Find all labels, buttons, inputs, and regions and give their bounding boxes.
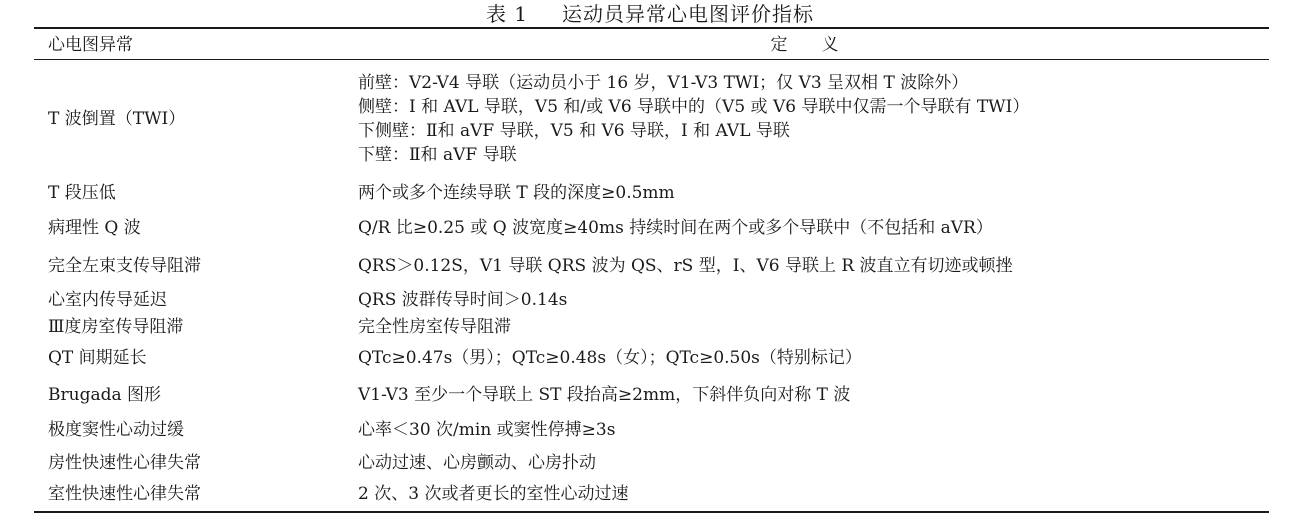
definition-line: 前壁：V2-V4 导联（运动员小于 16 岁，V1-V3 TWI；仅 V3 呈双相 T 波除外） <box>358 73 969 93</box>
caption-label: 表 1 <box>485 2 529 26</box>
row-name-st-depression: T 段压低 <box>48 183 116 203</box>
table-header-rule <box>34 59 1269 60</box>
definition-line: 下壁：Ⅱ和 aVF 导联 <box>358 145 517 165</box>
row-name-long-qt: QT 间期延长 <box>48 348 147 368</box>
row-definition-brugada: V1-V3 至少一个导联上 ST 段抬高≥2mm，下斜伴负向对称 T 波 <box>358 385 851 405</box>
table-caption <box>0 0 1300 28</box>
row-definition-bradycardia: 心率＜30 次/min 或窦性停搏≥3s <box>358 420 616 440</box>
row-name-twi: T 波倒置（TWI） <box>48 109 186 129</box>
row-name-av-block: Ⅲ度房室传导阻滞 <box>48 317 184 337</box>
row-definition-st-depression: 两个或多个连续导联 T 段的深度≥0.5mm <box>358 183 675 203</box>
row-name-ventricular-tachy: 室性快速性心律失常 <box>48 484 201 504</box>
column-header-definition: 定义 <box>770 35 873 55</box>
row-definition-twi <box>358 71 1029 167</box>
row-name-ivcd: 心室内传导延迟 <box>48 290 167 310</box>
row-definition-ventricular-tachy: 2 次、3 次或者更长的室性心动过速 <box>358 484 629 504</box>
row-definition-ivcd: QRS 波群传导时间＞0.14s <box>358 290 568 310</box>
row-definition-av-block: 完全性房室传导阻滞 <box>358 317 511 337</box>
row-name-pathologic-q: 病理性 Q 波 <box>48 218 141 238</box>
row-definition-long-qt: QTc≥0.47s（男）；QTc≥0.48s（女）；QTc≥0.50s（特别标记） <box>358 348 862 368</box>
definition-line: 侧壁：I 和 AVL 导联，V5 和/或 V6 导联中的（V5 或 V6 导联中仅需一个导联有 TWI） <box>358 97 1030 117</box>
table-bottom-rule <box>34 511 1269 513</box>
row-definition-pathologic-q: Q/R 比≥0.25 或 Q 波宽度≥40ms 持续时间在两个或多个导联中（不包括和 aVR） <box>358 218 993 238</box>
caption-title: 运动员异常心电图评价指标 <box>562 2 815 26</box>
row-definition-lbbb: QRS＞0.12S，V1 导联 QRS 波为 QS、rS 型，Ⅰ、V6 导联上 R 波直立有切迹或顿挫 <box>358 256 1013 276</box>
column-header-name: 心电图异常 <box>48 35 133 55</box>
table-top-rule <box>34 27 1269 29</box>
row-definition-atrial-tachy: 心动过速、心房颤动、心房扑动 <box>358 453 596 473</box>
row-name-brugada: Brugada 图形 <box>48 385 162 405</box>
definition-line: 下侧壁：Ⅱ和 aVF 导联，V5 和 V6 导联，I 和 AVL 导联 <box>358 121 790 141</box>
row-name-lbbb: 完全左束支传导阻滞 <box>48 256 201 276</box>
row-name-bradycardia: 极度窦性心动过缓 <box>48 420 184 440</box>
row-name-atrial-tachy: 房性快速性心律失常 <box>48 453 201 473</box>
